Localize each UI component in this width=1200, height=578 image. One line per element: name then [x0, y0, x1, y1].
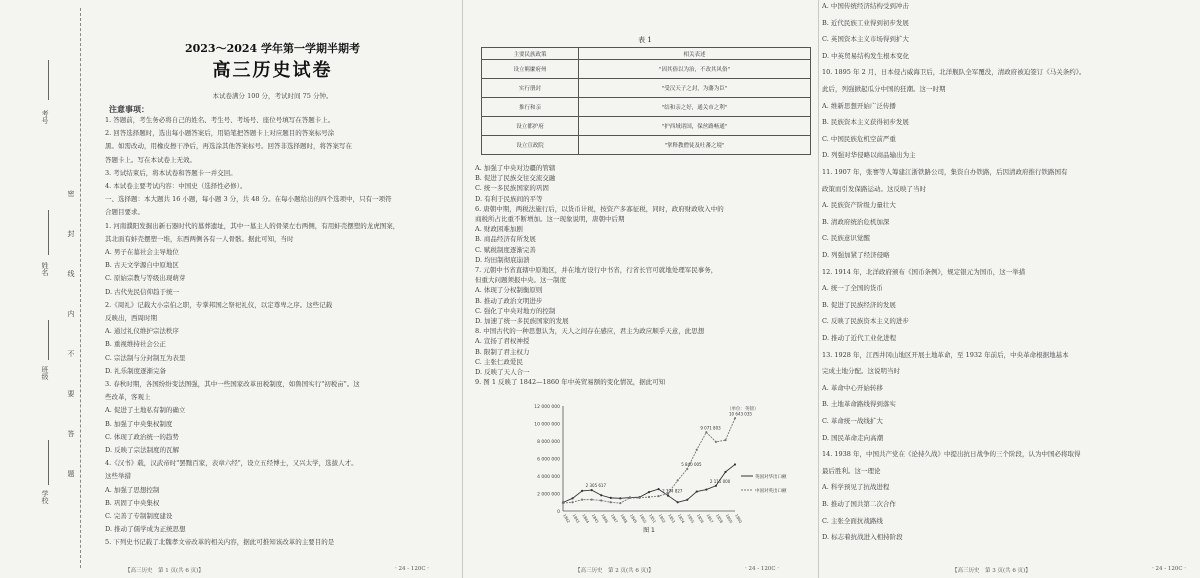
- seal-char: 题: [67, 470, 75, 477]
- text-line: C. 反映了民族资本主义的进步: [822, 317, 909, 326]
- text-line: D. 推动了儒学成为正统思想: [105, 525, 186, 534]
- text-line: 政策而引发保路运动。这反映了当时: [822, 184, 926, 193]
- data-point: [686, 499, 688, 501]
- text-line: C. 统一多民族国家的巩固: [475, 184, 549, 193]
- text-line: A. 民族资产阶级力量壮大: [822, 201, 896, 210]
- text-line: 商税所占比重不断增加。这一现象说明，唐朝中后期: [475, 215, 625, 223]
- text-line: 一、选择题：本大题共 16 小题，每小题 3 分，共 48 分。在每小题给出的四个选项中，只有一项符: [105, 195, 392, 204]
- text-line: 4. 本试卷主要考试内容：中国史（选择性必修）。: [105, 182, 247, 190]
- text-line: B. 加强了中央集权制度: [105, 419, 173, 428]
- text-line: 2.《周礼》记载大小宗伯之职，专掌邦国之祭祀礼仪，以定尊卑之序。这些记载: [105, 300, 333, 309]
- page3-footer-right: · 24 - 120C ·: [1152, 566, 1187, 572]
- data-point: [734, 463, 736, 465]
- text-line: A. 革命中心开始转移: [822, 383, 883, 392]
- data-point: [677, 501, 679, 503]
- text-line: C. 中国民族危机空前严重: [822, 134, 896, 143]
- x-tick-label: 1852: [657, 513, 667, 524]
- table-header: 相关表述: [579, 48, 811, 60]
- text-line: 11. 1907 年，张謇等人筹建江浙铁路公司，集资自办铁路，后因清政府推行铁路国有: [822, 168, 1068, 176]
- text-line: 反映出，西周时期: [105, 314, 157, 322]
- data-point: [638, 497, 640, 499]
- data-point: [715, 441, 717, 443]
- strip-label-name: 姓名: [41, 262, 49, 276]
- seal-char: 不: [67, 350, 75, 357]
- text-line: C. 体现了政治统一的趋势: [105, 432, 179, 441]
- y-tick-label: 12 000 000: [534, 405, 560, 410]
- text-line: D. 有利于民族间的平等: [475, 194, 543, 203]
- text-line: 4.《汉书》载，汉武帝时"罢黜百家，表章六经"，设立五经博士，又兴太学，选拔人才。: [105, 459, 358, 468]
- text-line: B. 重视维持社会公正: [105, 340, 166, 349]
- data-point: [648, 491, 650, 493]
- text-line: B. 巩固了中央集权: [105, 498, 160, 507]
- data-point: [696, 490, 698, 492]
- text-line: C. 赋税制度逐渐完善: [475, 245, 536, 254]
- text-line: D. 礼乐制度逐渐完备: [105, 366, 167, 375]
- text-line: 5. 下列史书记载了北魏孝文帝改革的相关内容，据此可推知该改革的主要目的是: [105, 538, 335, 547]
- data-point: [657, 488, 659, 490]
- text-line: C. 强化了中央对地方的控制: [475, 306, 556, 315]
- exam-page-1: [95, 0, 450, 578]
- x-tick-label: 1859: [724, 513, 734, 524]
- seal-char: 线: [67, 270, 75, 277]
- data-point: [591, 489, 593, 491]
- data-label: 2 305 617: [585, 483, 607, 489]
- text-line: A. 中国传统经济结构受到冲击: [822, 2, 909, 10]
- seal-char: 答: [67, 430, 75, 437]
- text-line: 最后胜利。这一理论: [822, 466, 881, 475]
- text-line: C. 主张全面抗战路线: [822, 516, 883, 525]
- text-line: 但重大问题须报中央。这一制度: [475, 276, 566, 285]
- text-line: D. 加速了统一多民族国家的发展: [475, 317, 569, 325]
- text-line: 此后，列强掀起瓜分中国的狂潮。这一时期: [822, 85, 946, 93]
- x-tick-label: 1843: [571, 513, 581, 524]
- text-line: A. 维新思想开始广泛传播: [822, 101, 896, 110]
- data-point: [619, 497, 621, 499]
- table-row: 设立都护府 "护西域诸国，保丝路畅通": [482, 117, 811, 136]
- data-point: [619, 502, 621, 504]
- text-line: A. 促进了土地私有制的确立: [105, 406, 186, 415]
- page1-footer-left: 【高三历史 第 1 页(共 6 页)】: [125, 568, 204, 574]
- trade-line-chart: [515, 398, 805, 533]
- x-tick-label: 1844: [581, 513, 591, 524]
- x-tick-label: 1855: [686, 513, 696, 524]
- text-line: D. 列强对华侵略以商品输出为主: [822, 151, 916, 160]
- text-line: C. 宗法制与分封制互为表里: [105, 353, 186, 362]
- table-row: 推行和亲 "结和亲之好，通关市之利": [482, 98, 811, 117]
- text-line: B. 促进了民族交往交流交融: [475, 174, 556, 183]
- data-point: [677, 479, 679, 481]
- chart-caption: 图 1: [643, 527, 655, 533]
- text-line: B. 近代民族工业得到初步发展: [822, 18, 909, 27]
- text-line: B. 清政府统治危机加深: [822, 217, 890, 226]
- legend-label: 英国对华出口额: [755, 475, 787, 480]
- y-tick-label: 6 000 000: [537, 457, 560, 463]
- text-line: C. 主张仁政爱民: [475, 357, 523, 366]
- data-point: [629, 497, 631, 499]
- y-tick-label: 4 000 000: [537, 475, 560, 480]
- data-point: [571, 501, 573, 503]
- x-tick-label: 1848: [619, 513, 629, 524]
- text-line: 3. 考试结束后，将本试卷和答题卡一并交回。: [105, 168, 237, 177]
- subject-title: 高三历史试卷: [212, 60, 333, 81]
- text-line: 10. 1895 年 2 月，日本侵占威海卫后，北洋舰队全军覆没，清政府被迫签订《马关条约》。: [822, 68, 1086, 77]
- text-line: A. 财政困难加剧: [475, 225, 523, 234]
- x-tick-label: 1846: [600, 513, 610, 524]
- text-line: A. 加强了中央对边疆的管辖: [475, 164, 556, 172]
- text-line: A. 科学预见了抗战进程: [822, 483, 890, 492]
- data-point: [581, 490, 583, 492]
- text-line: B. 土地革命路线得到落实: [822, 400, 896, 409]
- binding-strip: [0, 0, 92, 578]
- data-point: [600, 499, 602, 501]
- data-point: [581, 499, 583, 501]
- text-line: B. 限制了君主权力: [475, 347, 530, 356]
- text-line: B. 民族资本主义获得初步发展: [822, 118, 909, 127]
- data-point: [734, 417, 736, 419]
- text-line: A. 通过礼仪维护宗法秩序: [105, 327, 179, 336]
- strip-label-class: 班级: [41, 366, 49, 380]
- data-point: [715, 485, 717, 487]
- data-point: [600, 494, 602, 496]
- x-tick-label: 1851: [648, 513, 658, 524]
- text-line: B. 推动了国共第二次合作: [822, 500, 896, 508]
- text-line: D. 古代先民信仰趋于统一: [105, 287, 180, 296]
- strip-label-school: 学校: [41, 490, 49, 504]
- data-point: [696, 449, 698, 451]
- text-line: A. 男子在墓社会主导地位: [105, 248, 179, 256]
- x-tick-label: 1849: [629, 513, 639, 524]
- text-line: 6. 唐朝中期，两税法施行后，以货币计税，按资产多寡征税，同时，政府财政收入中的: [475, 204, 724, 213]
- page3-footer-left: 【高三历史 第 3 页(共 6 页)】: [952, 568, 1031, 574]
- x-tick-label: 1858: [715, 513, 725, 524]
- page1-footer-right: · 24 - 120C ·: [395, 566, 430, 572]
- text-line: A. 体现了分权制衡原则: [475, 286, 543, 295]
- data-point: [562, 502, 564, 504]
- text-line: 13. 1928 年，江西井冈山地区开展土地革命，至 1932 年前后，中央革命根据地基本: [822, 350, 1069, 359]
- x-tick-label: 1842: [562, 513, 572, 524]
- data-label: 5 840 005: [681, 462, 702, 467]
- data-point: [657, 495, 659, 497]
- table-row: 设立宣政院 "掌释教僧徒及吐蕃之境": [482, 136, 811, 155]
- x-tick-label: 1857: [705, 513, 715, 524]
- data-label: 2 115 000: [709, 478, 731, 484]
- text-line: 黑。如需改动，用橡皮擦干净后，再选涂其他答案标号。回答非选择题时，将答案写在: [105, 142, 352, 151]
- exam-meta: 本试卷满分 100 分，考试时间 75 分钟。: [212, 92, 333, 100]
- exam-page-2: [475, 0, 815, 578]
- policy-table: [481, 47, 811, 155]
- text-line: D. 列强加紧了经济侵略: [822, 251, 890, 259]
- seal-char: 封: [67, 230, 75, 237]
- text-line: 8. 中国古代的一种思想认为，天人之间存在感应，君主为政应顺乎天意，此思想: [475, 327, 705, 336]
- data-point: [591, 499, 593, 501]
- text-line: 些改革，客观上: [105, 393, 151, 402]
- text-line: B. 商品经济有所发展: [475, 235, 536, 244]
- x-tick-label: 1854: [676, 513, 686, 524]
- y-tick-label: 2 000 000: [537, 492, 560, 498]
- text-line: C. 原始宗教与等级出现萌芽: [105, 274, 186, 283]
- notes-title: 注意事项：: [109, 104, 149, 114]
- text-line: B. 古天文学源自中原地区: [105, 261, 179, 270]
- data-point: [610, 501, 612, 503]
- legend-label: 中国对英出口额: [755, 489, 787, 494]
- text-line: 答题卡上。写在本试卷上无效。: [105, 155, 196, 164]
- text-line: A. 统一了全国的货币: [822, 284, 883, 293]
- table-row: 实行册封 "受汉天子之封，为藩为臣": [482, 79, 811, 98]
- text-line: 3. 春秋时期，各国纷纷变法图强，其中一些国家改革田税制度，如鲁国实行"初税亩"。这: [105, 380, 360, 388]
- x-tick-label: 1850: [638, 513, 648, 524]
- text-line: 合题目要求。: [105, 208, 144, 217]
- text-line: A. 宣扬了君权神授: [475, 337, 530, 346]
- text-line: C. 完善了专制制度建设: [105, 512, 173, 520]
- text-line: D. 反映了宗法制度的瓦解: [105, 446, 180, 454]
- text-line: D. 均田制彻底崩溃: [475, 255, 530, 264]
- data-point: [610, 497, 612, 499]
- x-tick-label: 1856: [695, 513, 706, 524]
- table-caption: 表 1: [638, 36, 652, 44]
- text-line: 完成土地分配。这说明当时: [822, 367, 900, 376]
- data-point: [724, 471, 726, 473]
- seal-char: 密: [67, 190, 75, 197]
- text-line: 7. 元朝中书省直辖中原地区，并在地方设行中书省，行省长官可就地处理军民事务，: [475, 266, 718, 274]
- data-label: 2 394 827: [662, 488, 683, 494]
- y-tick-label: 0: [557, 510, 560, 515]
- data-point: [705, 488, 707, 490]
- seal-char: 要: [67, 390, 75, 397]
- text-line: B. 推动了政治文明进步: [475, 296, 543, 305]
- text-line: C. 英国资本主义市场得到扩大: [822, 35, 909, 44]
- data-label: 10 643 035: [729, 411, 752, 417]
- text-line: D. 中英贸易结构发生根本变化: [822, 51, 910, 60]
- unit-note: （单位：英镑）: [727, 407, 759, 412]
- x-tick-label: 1847: [609, 513, 620, 524]
- text-line: 2. 回答选择题时，选出每小题答案后，用铅笔把答题卡上对应题目的答案标号涂: [105, 129, 335, 138]
- text-line: 9. 图 1 反映了 1842—1860 年中英贸易额的变化情况，据此可知: [475, 378, 666, 387]
- text-line: D. 推动了近代工业化进程: [822, 334, 897, 342]
- exam-title: 2023～2024 学年第一学期半期考: [184, 42, 361, 55]
- data-label: 9 071 803: [700, 425, 721, 431]
- text-line: C. 民族意识觉醒: [822, 234, 870, 243]
- page2-footer-right: · 24 - 120C ·: [745, 566, 780, 572]
- data-point: [571, 497, 573, 499]
- page2-footer-left: 【高三历史 第 2 页(共 6 页)】: [575, 568, 654, 574]
- text-line: A. 加强了思想控制: [105, 485, 160, 494]
- text-line: 其北面有蚌壳摆塑一堆，东西两侧各有一人骨骸。据此可知，当时: [105, 234, 294, 243]
- x-tick-label: 1860: [734, 513, 744, 524]
- text-line: 12. 1914 年，北洋政府颁布《国币条例》，规定银元为国币，这一举措: [822, 267, 1026, 276]
- data-point: [724, 439, 726, 441]
- table-row: 设立羁縻府州 "因其俗以为治，不改其风俗": [482, 60, 811, 79]
- text-line: D. 标志着抗战进入相持阶段: [822, 533, 903, 542]
- strip-label-id: 考号: [41, 110, 49, 124]
- x-tick-label: 1845: [590, 513, 600, 524]
- data-point: [648, 496, 650, 498]
- text-line: 14. 1938 年，中国共产党在《论持久战》中提出抗日战争的三个阶段，认为中国必将取得: [822, 450, 1081, 459]
- seal-char: 内: [67, 310, 75, 317]
- data-point: [705, 431, 707, 433]
- text-line: B. 促进了民族经济的发展: [822, 300, 896, 309]
- text-line: C. 革命统一战线扩大: [822, 417, 883, 425]
- y-tick-label: 8 000 000: [537, 440, 560, 445]
- text-line: 1. 河南濮阳发掘出新石器时代的墓葬遗址，其中一墓主人的骨架左右两侧，有用蚌壳摆塑的龙虎图案，: [105, 221, 400, 230]
- text-line: 1. 答题前，考生务必将自己的姓名、考生号、考场号、座位号填写在答题卡上。: [105, 116, 335, 124]
- x-tick-label: 1853: [667, 513, 677, 524]
- y-tick-label: 10 000 000: [534, 422, 560, 428]
- data-point: [667, 495, 669, 497]
- table-header: 主要民族政策: [482, 48, 579, 60]
- text-line: D. 反映了天人合一: [475, 368, 530, 376]
- text-line: D. 国民革命走向高潮: [822, 433, 884, 442]
- data-point: [686, 468, 688, 470]
- text-line: 这些举措: [105, 472, 131, 481]
- exam-page-3: [822, 0, 1194, 578]
